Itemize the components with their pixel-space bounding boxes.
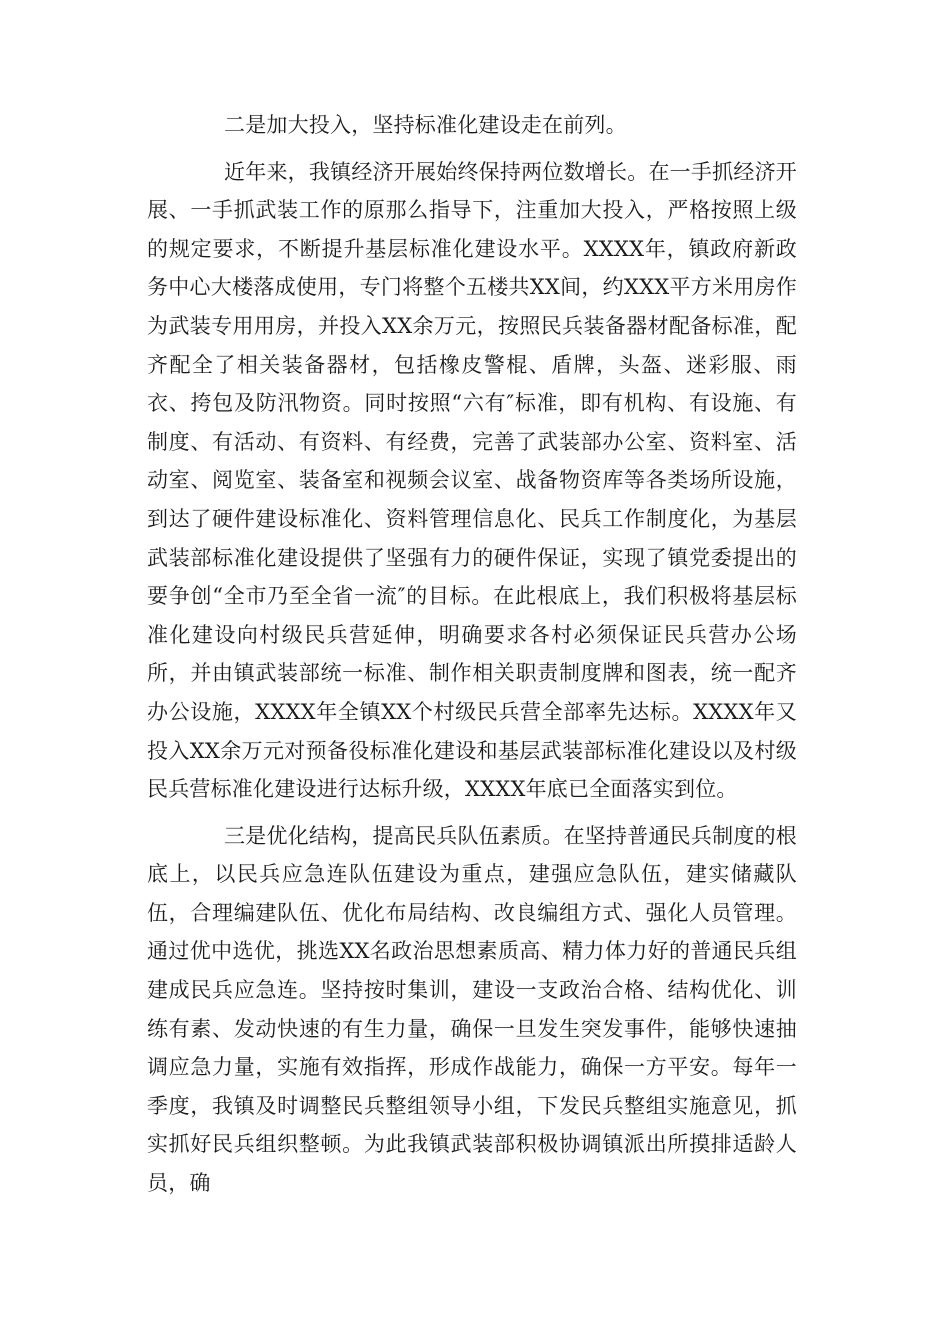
paragraph-investment-details: 近年来，我镇经济开展始终保持两位数增长。在一手抓经济开展、一手抓武装工作的原那么指导下，注重加大投入，严格按照上级的规定要求，不断提升基层标准化建设水平。XXXX年，镇政府新政务中心大楼落成使用，专门将整个五楼共XX间，约XXX平方米用房作为武装专用用房，并投入XX余万元，按照民兵装备器材配备标准，配齐配全了相关装备器材，包括橡皮警棍、盾牌，头盔、迷彩服、雨衣、挎包及防汛物资。同时按照“六有″标准，即有机构、有设施、有制度、有活动、有资料、有经费，完善了武装部办公室、资料室、活动室、阅览室、装备室和视频会议室、战备物资库等各类场所设施，到达了硬件建设标准化、资料管理信息化、民兵工作制度化，为基层武装部标准化建设提供了坚强有力的硬件保证，实现了镇党委提出的要争创“全市乃至全省一流″的目标。在此根底上，我们积极将基层标准化建设向村级民兵营延伸，明确要求各村必须保证民兵营办公场所，并由镇武装部统一标准、制作相关职责制度牌和图表，统一配齐办公设施，XXXX年全镇XX个村级民兵营全部率先达标。XXXX年又投入XX余万元对预备役标准化建设和基层武装部标准化建设以及村级民兵营标准化建设进行达标升级，XXXX年底已全面落实到位。 (147, 159, 797, 802)
paragraph-structure-optimization: 三是优化结构，提高民兵队伍素质。在坚持普通民兵制度的根底上，以民兵应急连队伍建设为重点，建强应急队伍，建实储藏队伍，合理编建队伍、优化布局结构、改良编组方式、强化人员管理。通过优中选优，挑选XX名政治思想素质高、精力体力好的普通民兵组建成民兵应急连。坚持按时集训，建设一支政治合格、结构优化、训练有素、发动快速的有生力量，确保一旦发生突发事件，能够快速抽调应急力量，实施有效指挥，形成作战能力，确保一方平安。每年一季度，我镇及时调整民兵整组领导小组，下发民兵整组实施意见，抓实抓好民兵组织整顿。为此我镇武装部积极协调镇派出所摸排适龄人员，确 (147, 823, 797, 1196)
document-body (147, 106, 797, 1203)
paragraph-heading-2: 二是加大投入，坚持标准化建设走在前列。 (224, 113, 627, 137)
